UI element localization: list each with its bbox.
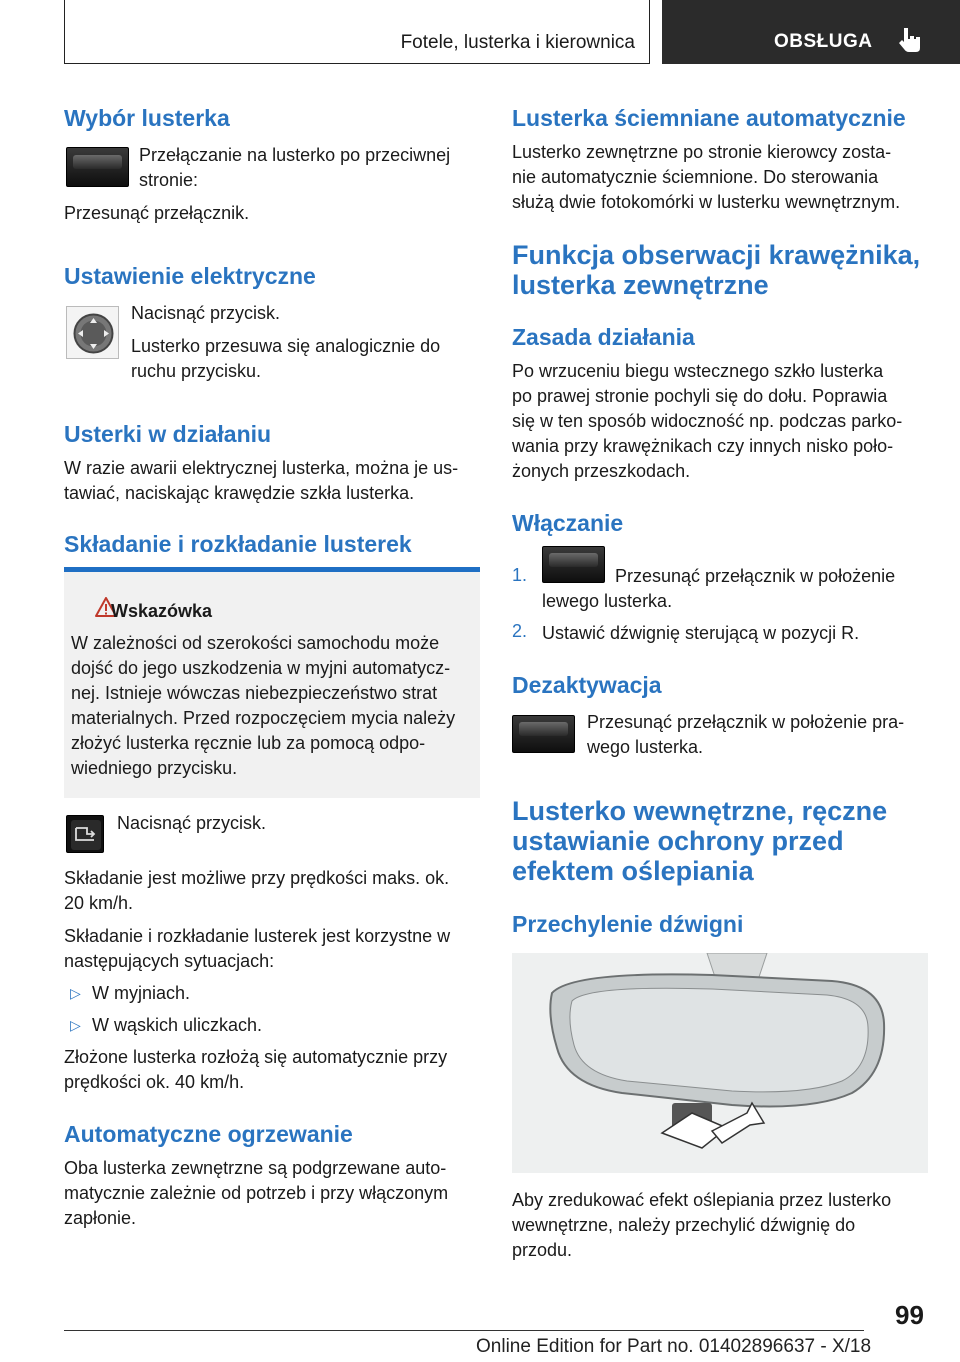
fold-mirror-icon xyxy=(67,816,105,854)
section-tab xyxy=(662,0,960,64)
section-label: OBSŁUGA xyxy=(774,31,873,52)
zasada-line: żonych przeszkodach. xyxy=(512,461,691,481)
direction-pad-icon xyxy=(67,307,120,360)
heading-wewn-line2: ustawianie ochrony przed xyxy=(512,826,844,856)
fold-mirror-button-image xyxy=(66,815,104,853)
bullet-marker: ▷ xyxy=(70,1017,81,1033)
fold-text2b: następujących sytuacjach: xyxy=(64,951,275,971)
usterki-text-line1: W razie awarii elektrycznej lusterka, można je us- xyxy=(64,458,459,478)
rearview-mirror-illustration xyxy=(512,953,928,1173)
notice-line: dojść do jego uszkodzenia w myjni automatycz- xyxy=(71,658,451,678)
notice-line: W zależności od szerokości samochodu może xyxy=(71,633,440,653)
zasada-line: się w ten sposób widoczność np. podczas parko- xyxy=(512,411,903,431)
elektr-text-line2a: Lusterko przesuwa się analogicznie do xyxy=(131,336,441,356)
step1-text-a: Przesunąć przełącznik w położenie xyxy=(615,566,896,586)
heading-wybor-lusterka: Wybór lusterka xyxy=(64,105,230,131)
usterki-text-line2: tawiać, naciskając krawędzie szkła lusterka. xyxy=(64,483,415,503)
ogrz-text3: zapłonie. xyxy=(64,1208,137,1228)
notice-line: materialnych. Przed rozpoczęciem mycia należy xyxy=(71,708,456,728)
heading-dezaktywacja: Dezaktywacja xyxy=(512,672,662,698)
auto-text2: nie automatycznie ściemnione. Do sterowania xyxy=(512,167,879,187)
heading-krawez-line2: lusterka zewnętrzne xyxy=(512,270,769,300)
heading-przechylenie: Przechylenie dźwigni xyxy=(512,911,744,937)
przech-text2: wewnętrzne, należy przechylić dźwignię do xyxy=(512,1215,856,1235)
notice-box xyxy=(64,567,480,798)
fold-text1b: 20 km/h. xyxy=(64,893,134,913)
fold-text2a: Składanie i rozkładanie lusterek jest korzystne w xyxy=(64,926,451,946)
notice-line: wiedniego przycisku. xyxy=(71,758,238,778)
elektr-text-line2b: ruchu przycisku. xyxy=(131,361,262,381)
przech-text1: Aby zredukować efekt oślepiania przez lusterko xyxy=(512,1190,892,1210)
wybor-text-line1: Przełączanie na lusterko po przeciwnej xyxy=(139,145,451,165)
mirror-select-switch-image xyxy=(542,546,605,583)
dezakt-text1: Przesunąć przełącznik w położenie pra- xyxy=(587,712,905,732)
heading-skladanie: Składanie i rozkładanie lusterek xyxy=(64,531,412,557)
mirror-select-switch-image xyxy=(66,147,129,187)
step2-text: Ustawić dźwignię sterującą w pozycji R. xyxy=(542,623,860,643)
bullet-marker: ▷ xyxy=(70,985,81,1001)
heading-ustawienie-elektryczne: Ustawienie elektryczne xyxy=(64,263,316,289)
przech-text3: przodu. xyxy=(512,1240,573,1260)
fold-button-text: Nacisnąć przycisk. xyxy=(117,813,267,833)
heading-zasada: Zasada działania xyxy=(512,324,695,350)
fold-text3b: prędkości ok. 40 km/h. xyxy=(64,1072,245,1092)
mirror-adjust-button-image xyxy=(66,306,119,359)
step-number: 1. xyxy=(512,565,528,585)
step1-text-b: lewego lusterka. xyxy=(542,591,673,611)
footer-edition: Online Edition for Part no. 01402896637 - X/18 xyxy=(476,1336,872,1357)
notice-title: Wskazówka xyxy=(111,601,213,621)
auto-text1: Lusterko zewnętrzne po stronie kierowcy zosta- xyxy=(512,142,892,162)
wybor-text-line3: Przesunąć przełącznik. xyxy=(64,203,250,223)
zasada-line: po prawej stronie pochyli się do dołu. Poprawia xyxy=(512,386,888,406)
heading-usterki: Usterki w działaniu xyxy=(64,421,272,447)
footer-rule xyxy=(64,1330,864,1331)
elektr-text-line1: Nacisnąć przycisk. xyxy=(131,303,281,323)
page-number: 99 xyxy=(895,1300,924,1330)
notice-line: złożyć lusterka ręcznie lub za pomocą odpo- xyxy=(71,733,426,753)
notice-line: nej. Istnieje wówczas niebezpieczeństwo strat xyxy=(71,683,438,703)
heading-wewn-line3: efektem oślepiania xyxy=(512,856,754,886)
fold-text3a: Złożone lusterka rozłożą się automatycznie przy xyxy=(64,1047,448,1067)
fold-text1a: Składanie jest możliwe przy prędkości maks. ok. xyxy=(64,868,450,888)
dezakt-text2: wego lusterka. xyxy=(587,737,704,757)
heading-ogrzewanie: Automatyczne ogrzewanie xyxy=(64,1121,353,1147)
step-number: 2. xyxy=(512,621,528,641)
wybor-text-line2: stronie: xyxy=(139,170,199,190)
zasada-line: wania przy krawężnikach czy innych nisko poło- xyxy=(512,436,894,456)
heading-sciemniane: Lusterka ściemniane automatycznie xyxy=(512,105,906,131)
running-header-frame xyxy=(64,0,650,64)
auto-text3: służą dwie fotokomórki w lusterku wewnętrznym. xyxy=(512,192,901,212)
bullet-item: W wąskich uliczkach. xyxy=(92,1015,263,1035)
zasada-line: Po wrzuceniu biegu wstecznego szkło lusterka xyxy=(512,361,884,381)
heading-wlaczanie: Włączanie xyxy=(512,510,624,536)
bullet-item: W myjniach. xyxy=(92,983,191,1003)
heading-krawez-line1: Funkcja obserwacji krawężnika, xyxy=(512,240,921,270)
mirror-select-switch-image xyxy=(512,715,575,753)
rearview-mirror-drawing xyxy=(512,953,928,1173)
chapter-title: Fotele, lusterka i kierownica xyxy=(400,32,635,53)
ogrz-text1: Oba lusterka zewnętrzne są podgrzewane auto- xyxy=(64,1158,447,1178)
hand-pointer-icon xyxy=(895,24,927,56)
heading-wewn-line1: Lusterko wewnętrzne, ręczne xyxy=(512,796,888,826)
ogrz-text2: matycznie zależnie od potrzeb i przy włączonym xyxy=(64,1183,449,1203)
